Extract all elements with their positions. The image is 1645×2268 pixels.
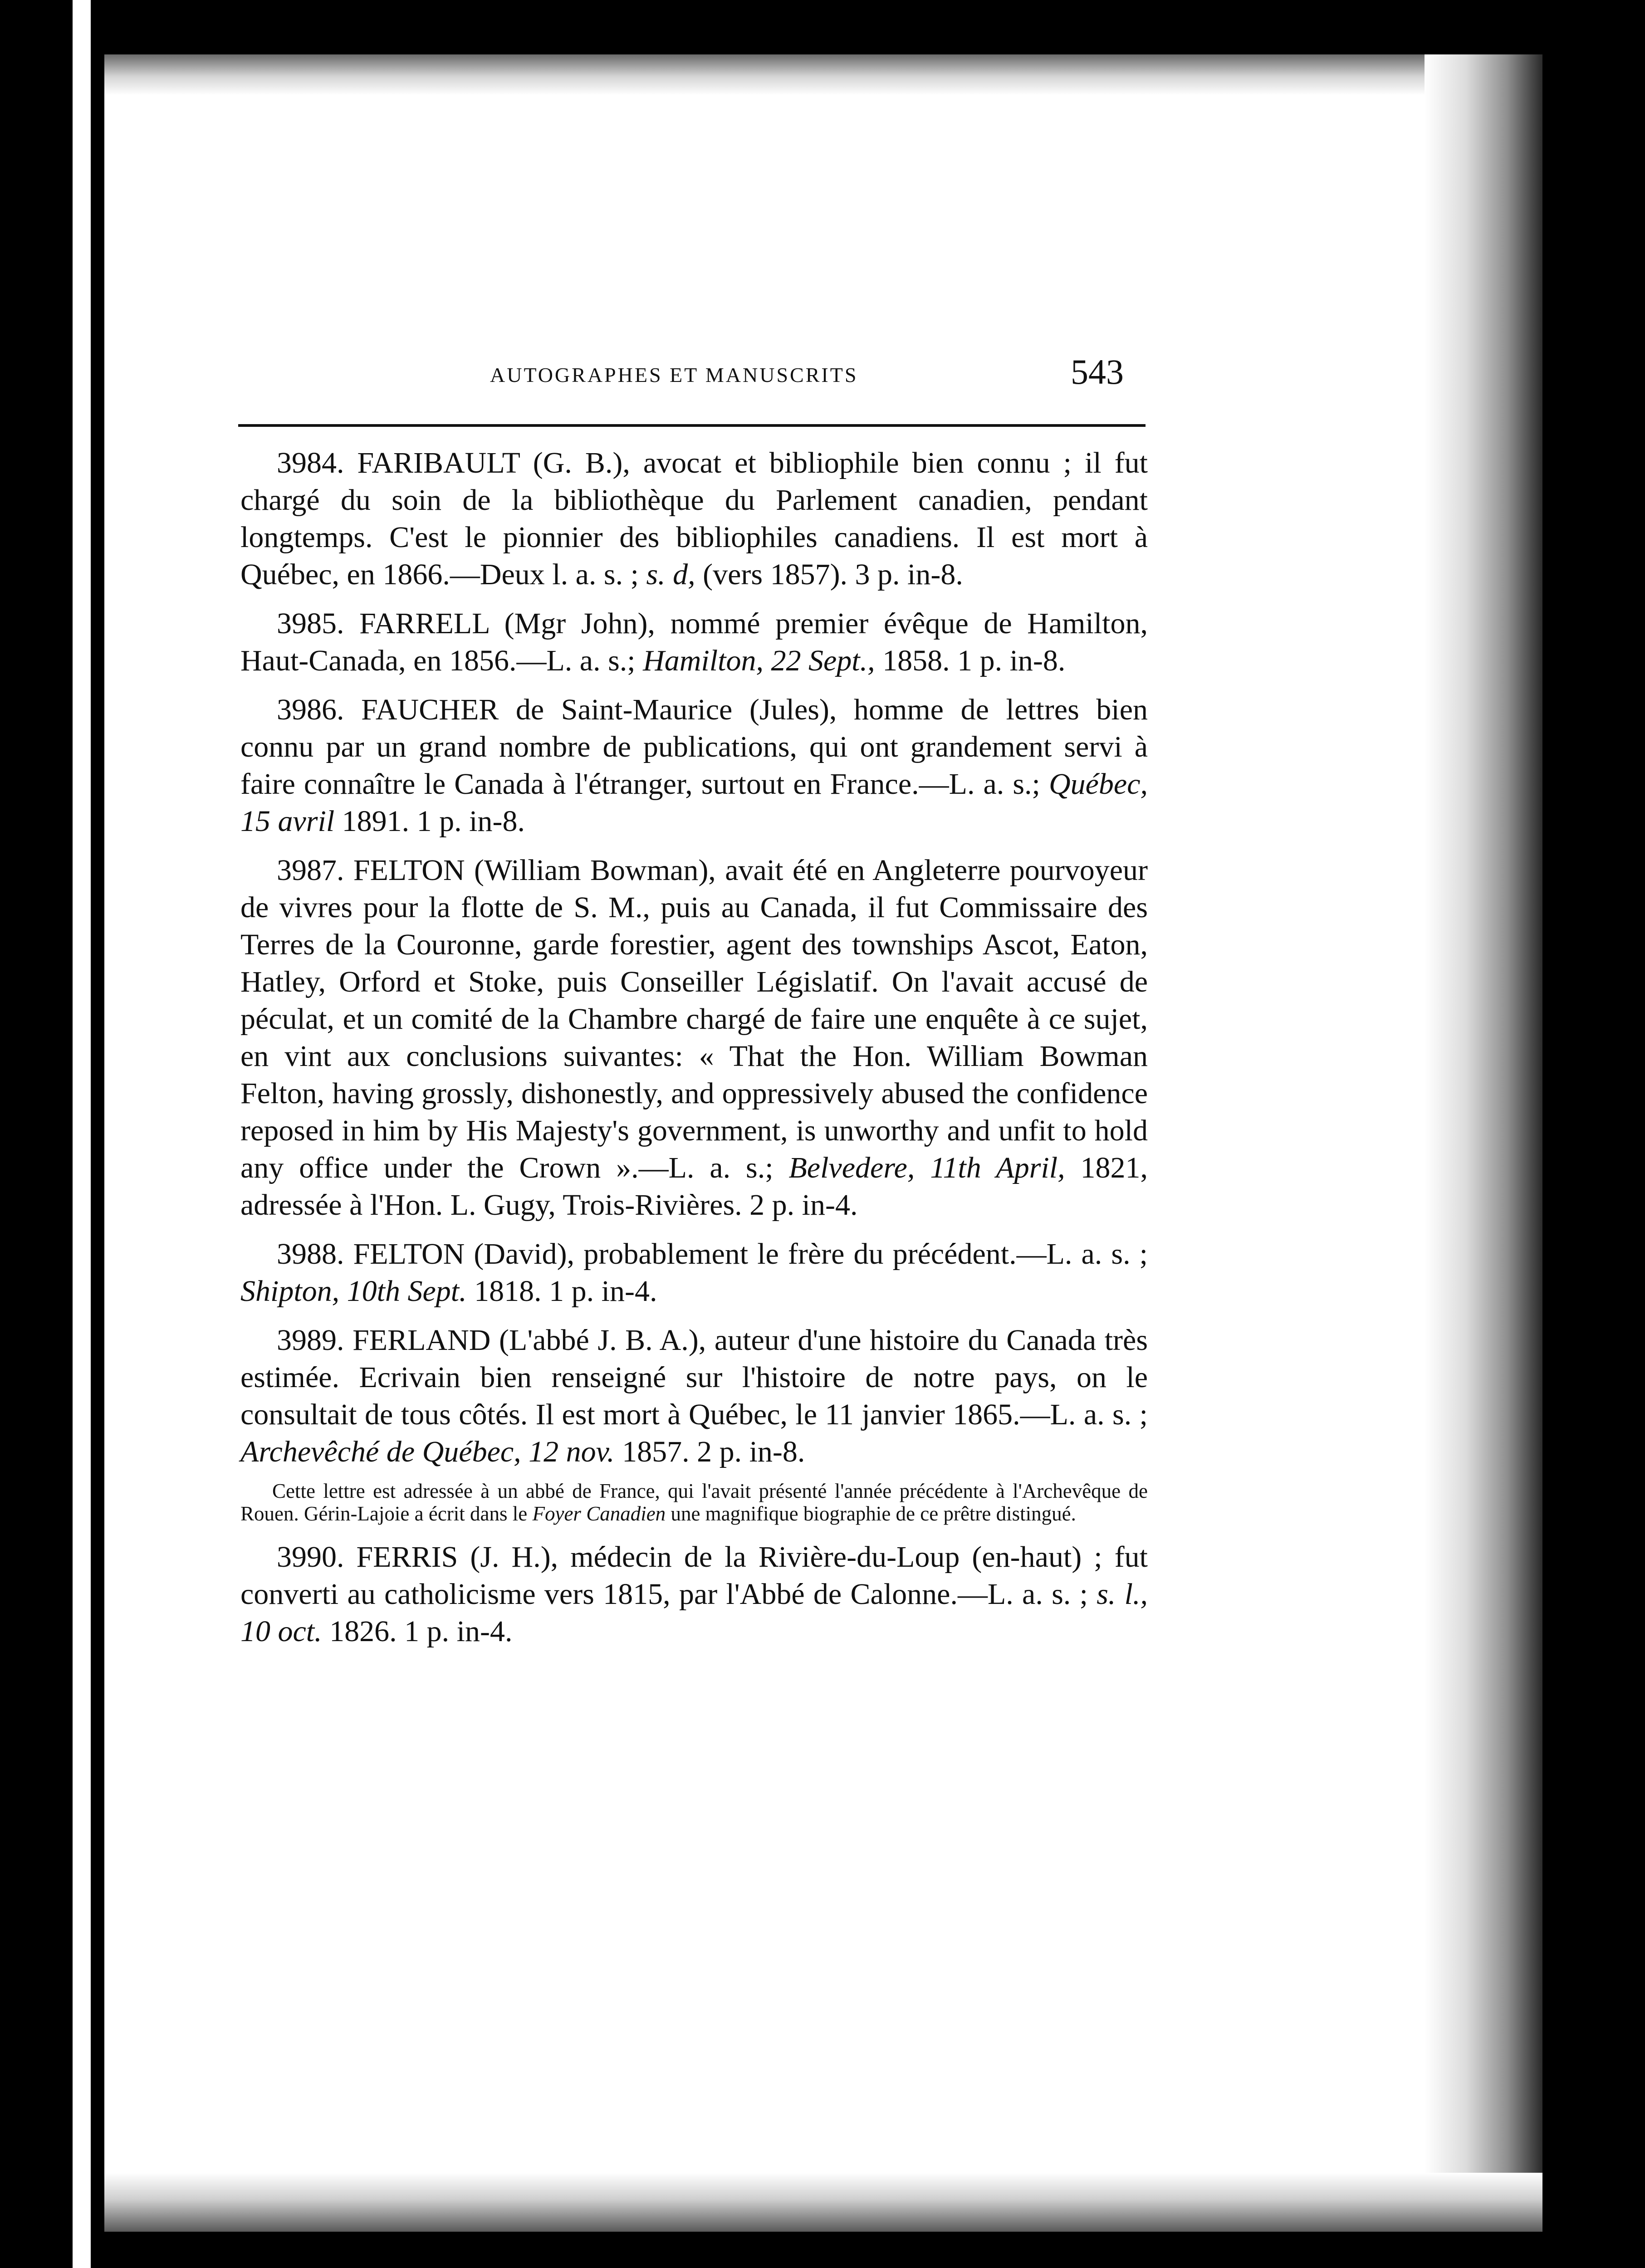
top-page-shadow: [104, 54, 1542, 95]
entry-3984: [240, 445, 1148, 593]
entry-3989: [240, 1322, 1148, 1471]
entry-number: 3989.: [277, 1324, 344, 1357]
entry-name: FERLAND: [352, 1324, 491, 1357]
entry-number: 3984.: [277, 446, 344, 479]
page-body: [240, 445, 1148, 1662]
entry-italic: Archevêché de Québec, 12 nov.: [240, 1435, 615, 1468]
note-text-end: une magnifique biographie de ce prêtre distingué.: [666, 1502, 1076, 1525]
entry-name: FERRIS: [356, 1540, 458, 1574]
entry-name: FARRELL: [359, 607, 490, 640]
entry-number: 3985.: [277, 607, 344, 640]
entry-text-end: 1818. 1 p. in-4.: [466, 1275, 657, 1308]
bottom-page-shadow: [104, 2173, 1542, 2232]
entry-name: FELTON: [353, 854, 465, 887]
entry-text: (G. B.), avocat et bibliophile bien connu ; il fut chargé du soin de la bibliothèque du Parlement canadien, pendant longtemps. C'est le pionnier des bibliophiles canadiens. Il est mort à Québec, en 1866.—Deux l. a. s. ;: [240, 446, 1148, 591]
entry-name: FELTON: [353, 1237, 465, 1271]
entry-number: 3986.: [277, 693, 344, 726]
entry-3988: [240, 1236, 1148, 1310]
entry-3987: [240, 852, 1148, 1224]
entry-text-end: (vers 1857). 3 p. in-8.: [695, 558, 963, 591]
header-rule: [238, 424, 1146, 427]
page-number: 543: [1071, 352, 1124, 391]
entry-3990: [240, 1539, 1148, 1650]
entry-text: (Mgr John), nommé premier évêque de Hamilton, Haut-Canada, en 1856.—L. a. s.;: [240, 607, 1148, 677]
entry-text-end: 1891. 1 p. in-8.: [334, 805, 525, 838]
entry-number: 3988.: [277, 1237, 344, 1271]
entry-text-end: 1858. 1 p. in-8.: [875, 644, 1066, 677]
entry-italic: s. d,: [646, 558, 695, 591]
entry-name: FAUCHER: [361, 693, 499, 726]
note-italic: Foyer Canadien: [532, 1502, 666, 1525]
entry-3986: [240, 691, 1148, 840]
entry-number: 3987.: [277, 854, 344, 887]
entry-text: (David), probablement le frère du précédent.—L. a. s. ;: [465, 1237, 1148, 1271]
entry-name: FARIBAULT: [357, 446, 520, 479]
entry-italic: s. l., 10 oct.: [240, 1578, 1148, 1648]
entry-italic: Hamilton, 22 Sept.,: [643, 644, 875, 677]
note-3989: [240, 1480, 1148, 1525]
entry-number: 3990.: [277, 1540, 344, 1574]
entry-text: (L'abbé J. B. A.), auteur d'une histoire du Canada très estimée. Ecrivain bien renseigné sur l'histoire de notre pays, on le consultait de tous côtés. Il est mort à Québec, le 11 janvier 1865.—L. a. s. ;: [240, 1324, 1148, 1431]
entry-text: (J. H.), médecin de la Rivière-du-Loup (en-haut) ; fut converti au catholicisme vers 1815, par l'Abbé de Calonne.—L. a. s. ;: [240, 1540, 1148, 1611]
running-head: AUTOGRAPHES ET MANUSCRITS: [490, 363, 858, 386]
left-page-edge: [73, 0, 91, 2268]
entry-3985: [240, 605, 1148, 679]
right-page-shadow: [1425, 54, 1542, 2232]
note-text: Cette lettre est adressée à un abbé de France, qui l'avait présenté l'année précédente à l'Archevêque de Rouen. Gérin-Lajoie a écrit dans le: [240, 1480, 1148, 1525]
entry-text-end: 1821, adressée à l'Hon. L. Gugy, Trois-Rivières. 2 p. in-4.: [240, 1151, 1148, 1222]
entry-italic: Shipton, 10th Sept.: [240, 1275, 467, 1308]
entry-italic: Belvedere, 11th April,: [788, 1151, 1065, 1184]
entry-text-end: 1857. 2 p. in-8.: [614, 1435, 805, 1468]
entry-text: de Saint-Maurice (Jules), homme de lettres bien connu par un grand nombre de publications, qui ont grandement servi à faire connaître le Canada à l'étranger, surtout en France.—L. a. s.;: [240, 693, 1148, 801]
entry-text-end: 1826. 1 p. in-4.: [322, 1615, 513, 1648]
entry-italic: Québec, 15 avril: [240, 767, 1148, 838]
entry-text: (William Bowman), avait été en Angleterre pourvoyeur de vivres pour la flotte de S. M., puis au Canada, il fut Commissaire des Terres de la Couronne, garde forestier, agent des townships Ascot, Eaton, Hatley, Orford et Stoke, puis Conseiller Législatif. On l'avait accusé de péculat, et un comité de la Chambre chargé de faire une enquête à ce sujet, en vint aux conclusions suivantes: « That the Hon. William Bowman Felton, having grossly, dishonestly, and oppressively abused the confidence reposed in him by His Majesty's government, is unworthy and unfit to hold any office under the Crown ».—L. a. s.;: [240, 854, 1148, 1184]
